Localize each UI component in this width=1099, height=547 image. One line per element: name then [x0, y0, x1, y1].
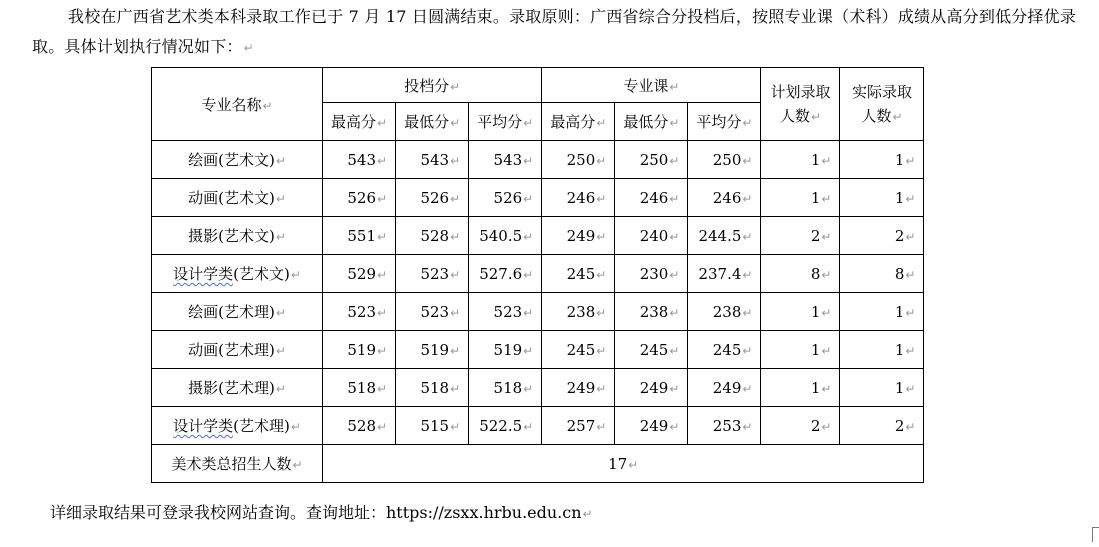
header-major: 专业名称↵: [152, 68, 323, 141]
paragraph-mark-icon: ↵: [523, 191, 534, 206]
zhuanye-avg: 237.4↵: [688, 255, 761, 293]
actual-count: 1↵: [840, 369, 924, 407]
paragraph-mark-icon: ↵: [450, 267, 461, 282]
paragraph-mark-icon: ↵: [275, 192, 286, 206]
actual-count: 1↵: [840, 141, 924, 179]
table-row: [152, 255, 924, 293]
paragraph-mark-icon: ↵: [243, 41, 254, 55]
paragraph-mark-icon: ↵: [742, 153, 753, 168]
paragraph-mark-icon: ↵: [450, 191, 461, 206]
paragraph-mark-icon: ↵: [810, 109, 821, 124]
header-group-zhuanye: 专业课↵: [542, 68, 761, 103]
paragraph-mark-icon: ↵: [821, 305, 832, 320]
plan-count: 2↵: [761, 217, 840, 255]
paragraph-mark-icon: ↵: [290, 268, 301, 282]
paragraph-mark-icon: ↵: [669, 343, 680, 358]
footer-paragraph: [50, 500, 593, 523]
toudang-min: 518↵: [396, 369, 469, 407]
paragraph-mark-icon: ↵: [275, 230, 286, 244]
paragraph-mark-icon: ↵: [821, 267, 832, 282]
paragraph-mark-icon: ↵: [275, 306, 286, 320]
paragraph-mark-icon: ↵: [596, 116, 607, 130]
paragraph-mark-icon: ↵: [275, 344, 286, 358]
zhuanye-avg: 245↵: [688, 331, 761, 369]
spellcheck-underline: 设计学类: [173, 265, 234, 283]
toudang-avg: 526↵: [469, 179, 542, 217]
zhuanye-max: 238↵: [542, 293, 615, 331]
header-plan-count: 计划录取人数↵: [761, 68, 840, 141]
paragraph-mark-icon: ↵: [582, 507, 593, 521]
zhuanye-min: 249↵: [615, 407, 688, 445]
paragraph-mark-icon: ↵: [905, 381, 916, 396]
paragraph-mark-icon: ↵: [669, 79, 680, 94]
paragraph-mark-icon: ↵: [596, 153, 607, 168]
toudang-min: 515↵: [396, 407, 469, 445]
paragraph-mark-icon: ↵: [450, 419, 461, 434]
paragraph-mark-icon: ↵: [262, 98, 273, 113]
paragraph-mark-icon: ↵: [377, 153, 388, 168]
paragraph-mark-icon: ↵: [742, 381, 753, 396]
paragraph-mark-icon: ↵: [596, 305, 607, 320]
zhuanye-min: 249↵: [615, 369, 688, 407]
paragraph-mark-icon: ↵: [669, 381, 680, 396]
paragraph-mark-icon: ↵: [450, 229, 461, 244]
page-corner-marker: [1092, 527, 1099, 542]
paragraph-mark-icon: ↵: [742, 305, 753, 320]
header-actual-count: 实际录取人数↵: [840, 68, 924, 141]
major-name: 绘画(艺术理)↵: [152, 293, 323, 331]
paragraph-mark-icon: ↵: [669, 419, 680, 434]
paragraph-mark-icon: ↵: [377, 343, 388, 358]
total-row: [152, 445, 924, 483]
zhuanye-max: 249↵: [542, 217, 615, 255]
zhuanye-max: 250↵: [542, 141, 615, 179]
paragraph-mark-icon: ↵: [523, 229, 534, 244]
actual-count: 1↵: [840, 331, 924, 369]
paragraph-mark-icon: ↵: [628, 457, 639, 472]
major-name: 动画(艺术理)↵: [152, 331, 323, 369]
paragraph-mark-icon: ↵: [450, 116, 461, 130]
toudang-avg: 518↵: [469, 369, 542, 407]
header-toudang-avg: 平均分↵: [469, 103, 542, 141]
paragraph-mark-icon: ↵: [377, 381, 388, 396]
toudang-max: 526↵: [323, 179, 396, 217]
zhuanye-avg: 249↵: [688, 369, 761, 407]
paragraph-mark-icon: ↵: [377, 116, 388, 130]
toudang-max: 519↵: [323, 331, 396, 369]
major-name: 绘画(艺术文)↵: [152, 141, 323, 179]
paragraph-mark-icon: ↵: [290, 420, 301, 434]
paragraph-mark-icon: ↵: [905, 267, 916, 282]
paragraph-mark-icon: ↵: [377, 305, 388, 320]
zhuanye-avg: 244.5↵: [688, 217, 761, 255]
table-row: [152, 217, 924, 255]
paragraph-mark-icon: ↵: [821, 343, 832, 358]
table-row: [152, 407, 924, 445]
header-zhuanye-max: 最高分↵: [542, 103, 615, 141]
paragraph-mark-icon: ↵: [450, 343, 461, 358]
paragraph-mark-icon: ↵: [596, 191, 607, 206]
zhuanye-max: 249↵: [542, 369, 615, 407]
paragraph-mark-icon: ↵: [450, 79, 461, 94]
header-group-toudang: 投档分↵: [323, 68, 542, 103]
paragraph-mark-icon: ↵: [905, 191, 916, 206]
paragraph-mark-icon: ↵: [292, 458, 303, 472]
zhuanye-min: 246↵: [615, 179, 688, 217]
paragraph-mark-icon: ↵: [821, 419, 832, 434]
paragraph-mark-icon: ↵: [821, 381, 832, 396]
plan-count: 8↵: [761, 255, 840, 293]
header-zhuanye-min: 最低分↵: [615, 103, 688, 141]
toudang-max: 529↵: [323, 255, 396, 293]
major-name: 设计学类(艺术文)↵: [152, 255, 323, 293]
paragraph-mark-icon: ↵: [742, 419, 753, 434]
actual-count: 1↵: [840, 179, 924, 217]
zhuanye-avg: 250↵: [688, 141, 761, 179]
footer-text: 详细录取结果可登录我校网站查询。查询地址：https://zsxx.hrbu.edu.cn: [50, 503, 582, 522]
paragraph-mark-icon: ↵: [669, 267, 680, 282]
toudang-avg: 543↵: [469, 141, 542, 179]
paragraph-mark-icon: ↵: [523, 305, 534, 320]
actual-count: 1↵: [840, 293, 924, 331]
toudang-max: 528↵: [323, 407, 396, 445]
zhuanye-min: 230↵: [615, 255, 688, 293]
paragraph-mark-icon: ↵: [377, 419, 388, 434]
paragraph-mark-icon: ↵: [742, 229, 753, 244]
actual-count: 2↵: [840, 217, 924, 255]
header-row-1: [152, 68, 924, 103]
paragraph-mark-icon: ↵: [596, 381, 607, 396]
paragraph-mark-icon: ↵: [905, 229, 916, 244]
paragraph-mark-icon: ↵: [669, 116, 680, 130]
plan-count: 1↵: [761, 293, 840, 331]
toudang-max: 523↵: [323, 293, 396, 331]
toudang-min: 526↵: [396, 179, 469, 217]
zhuanye-avg: 253↵: [688, 407, 761, 445]
paragraph-mark-icon: ↵: [523, 267, 534, 282]
major-name: 摄影(艺术理)↵: [152, 369, 323, 407]
paragraph-mark-icon: ↵: [377, 229, 388, 244]
toudang-avg: 522.5↵: [469, 407, 542, 445]
paragraph-mark-icon: ↵: [596, 267, 607, 282]
paragraph-mark-icon: ↵: [905, 343, 916, 358]
spellcheck-underline: 设计学类: [173, 417, 234, 435]
intro-paragraph: [32, 2, 1094, 63]
paragraph-mark-icon: ↵: [450, 153, 461, 168]
toudang-min: 523↵: [396, 255, 469, 293]
paragraph-mark-icon: ↵: [523, 419, 534, 434]
paragraph-mark-icon: ↵: [596, 343, 607, 358]
zhuanye-min: 245↵: [615, 331, 688, 369]
paragraph-mark-icon: ↵: [450, 305, 461, 320]
zhuanye-min: 240↵: [615, 217, 688, 255]
total-label: 美术类总招生人数↵: [152, 445, 323, 483]
toudang-min: 519↵: [396, 331, 469, 369]
plan-count: 1↵: [761, 331, 840, 369]
paragraph-mark-icon: ↵: [905, 153, 916, 168]
zhuanye-min: 238↵: [615, 293, 688, 331]
zhuanye-avg: 246↵: [688, 179, 761, 217]
actual-count: 8↵: [840, 255, 924, 293]
paragraph-mark-icon: ↵: [523, 153, 534, 168]
total-value: 17↵: [323, 445, 924, 483]
zhuanye-max: 245↵: [542, 331, 615, 369]
table-row: [152, 369, 924, 407]
table-row: [152, 331, 924, 369]
toudang-max: 543↵: [323, 141, 396, 179]
paragraph-mark-icon: ↵: [905, 305, 916, 320]
plan-count: 1↵: [761, 369, 840, 407]
plan-count: 2↵: [761, 407, 840, 445]
paragraph-mark-icon: ↵: [892, 109, 903, 124]
paragraph-mark-icon: ↵: [905, 419, 916, 434]
table-row: [152, 293, 924, 331]
paragraph-mark-icon: ↵: [742, 191, 753, 206]
major-name: 动画(艺术文)↵: [152, 179, 323, 217]
paragraph-mark-icon: ↵: [742, 267, 753, 282]
paragraph-mark-icon: ↵: [742, 343, 753, 358]
actual-count: 2↵: [840, 407, 924, 445]
toudang-max: 518↵: [323, 369, 396, 407]
paragraph-mark-icon: ↵: [821, 229, 832, 244]
toudang-avg: 523↵: [469, 293, 542, 331]
header-toudang-max: 最高分↵: [323, 103, 396, 141]
toudang-min: 543↵: [396, 141, 469, 179]
paragraph-mark-icon: ↵: [377, 191, 388, 206]
zhuanye-max: 245↵: [542, 255, 615, 293]
paragraph-mark-icon: ↵: [821, 191, 832, 206]
toudang-avg: 540.5↵: [469, 217, 542, 255]
paragraph-mark-icon: ↵: [596, 419, 607, 434]
paragraph-mark-icon: ↵: [821, 153, 832, 168]
paragraph-mark-icon: ↵: [523, 381, 534, 396]
table-row: [152, 179, 924, 217]
paragraph-mark-icon: ↵: [275, 382, 286, 396]
major-name: 设计学类(艺术理)↵: [152, 407, 323, 445]
header-toudang-min: 最低分↵: [396, 103, 469, 141]
admission-table: [151, 67, 924, 483]
intro-text: 我校在广西省艺术类本科录取工作已于 7 月 17 日圆满结束。录取原则：广西省综合分投档后，按照专业课（术科）成绩从高分到低分择优录取。具体计划执行情况如下：: [32, 7, 1077, 56]
plan-count: 1↵: [761, 141, 840, 179]
toudang-min: 528↵: [396, 217, 469, 255]
major-name: 摄影(艺术文)↵: [152, 217, 323, 255]
toudang-avg: 519↵: [469, 331, 542, 369]
zhuanye-min: 250↵: [615, 141, 688, 179]
paragraph-mark-icon: ↵: [742, 116, 753, 130]
plan-count: 1↵: [761, 179, 840, 217]
paragraph-mark-icon: ↵: [450, 381, 461, 396]
paragraph-mark-icon: ↵: [669, 153, 680, 168]
table-row: [152, 141, 924, 179]
toudang-min: 523↵: [396, 293, 469, 331]
paragraph-mark-icon: ↵: [669, 191, 680, 206]
paragraph-mark-icon: ↵: [523, 116, 534, 130]
zhuanye-max: 246↵: [542, 179, 615, 217]
paragraph-mark-icon: ↵: [523, 343, 534, 358]
header-zhuanye-avg: 平均分↵: [688, 103, 761, 141]
paragraph-mark-icon: ↵: [377, 267, 388, 282]
zhuanye-avg: 238↵: [688, 293, 761, 331]
paragraph-mark-icon: ↵: [669, 229, 680, 244]
paragraph-mark-icon: ↵: [596, 229, 607, 244]
toudang-max: 551↵: [323, 217, 396, 255]
toudang-avg: 527.6↵: [469, 255, 542, 293]
zhuanye-max: 257↵: [542, 407, 615, 445]
paragraph-mark-icon: ↵: [669, 305, 680, 320]
paragraph-mark-icon: ↵: [275, 154, 286, 168]
